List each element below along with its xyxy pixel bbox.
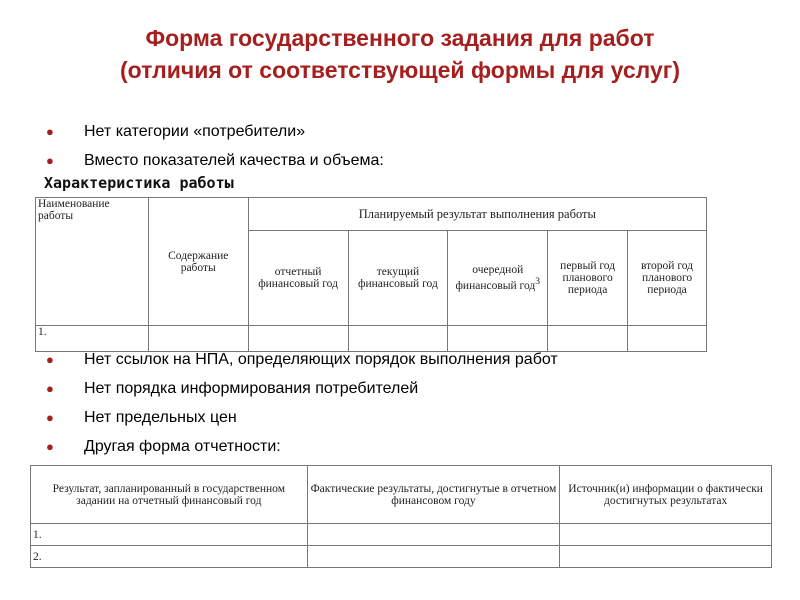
work-characteristic-table: [35, 197, 707, 352]
bullet-item: ● Нет порядка информирования потребителей: [44, 374, 558, 403]
table-cell: [548, 326, 628, 352]
table-cell: [628, 326, 707, 352]
work-characteristic-heading: Характеристика работы: [44, 174, 234, 192]
header-second-plan-year: второй год планового периода: [628, 231, 707, 326]
table-row-number: 1.: [31, 524, 308, 546]
bullet-dot-icon: ●: [46, 439, 54, 454]
bullet-item: ● Нет ссылок на НПА, определяющих порядок выполнения работ: [44, 345, 558, 374]
title-line-1: Форма государственного задания для работ: [145, 25, 655, 51]
bullet-dot-icon: ●: [46, 352, 54, 367]
header-reporting-year: отчетный финансовый год: [248, 231, 348, 326]
bullet-dot-icon: ●: [46, 124, 54, 139]
table-cell: [307, 524, 560, 546]
bullet-item: ● Другая форма отчетности:: [44, 432, 558, 461]
reporting-form-table: [30, 465, 772, 568]
table-cell: [307, 546, 560, 568]
bullet-item: ● Нет категории «потребители»: [44, 117, 384, 146]
header-next-year: очередной финансовый год$^3$: [448, 231, 548, 326]
slide-title: [0, 22, 800, 86]
header-first-plan-year: первый год планового периода: [548, 231, 628, 326]
bullet-dot-icon: ●: [46, 381, 54, 396]
bullet-item: ● Вместо показателей качества и объема:: [44, 146, 384, 175]
table-row-number: 1.: [36, 326, 149, 352]
table-row-number: 2.: [31, 546, 308, 568]
table-cell: [560, 524, 772, 546]
bullet-dot-icon: ●: [46, 410, 54, 425]
header-work-name: Наименование работы: [36, 198, 149, 326]
bullet-item: ● Нет предельных цен: [44, 403, 558, 432]
header-current-year: текущий финансовый год: [348, 231, 448, 326]
header-planned-result: Планируемый результат выполнения работы: [248, 198, 706, 231]
top-bullet-list: [44, 117, 384, 175]
bullet-dot-icon: ●: [46, 153, 54, 168]
header-work-content: Содержание работы: [148, 198, 248, 326]
bottom-bullet-list: [44, 345, 558, 461]
header-planned-result: Результат, запланированный в государственном задании на отчетный финансовый год: [31, 466, 308, 524]
title-line-2: (отличия от соответствующей формы для услуг): [120, 57, 680, 83]
header-information-sources: Источник(и) информации о фактически достигнутых результатах: [560, 466, 772, 524]
table-cell: [560, 546, 772, 568]
header-actual-results: Фактические результаты, достигнутые в отчетном финансовом году: [307, 466, 560, 524]
